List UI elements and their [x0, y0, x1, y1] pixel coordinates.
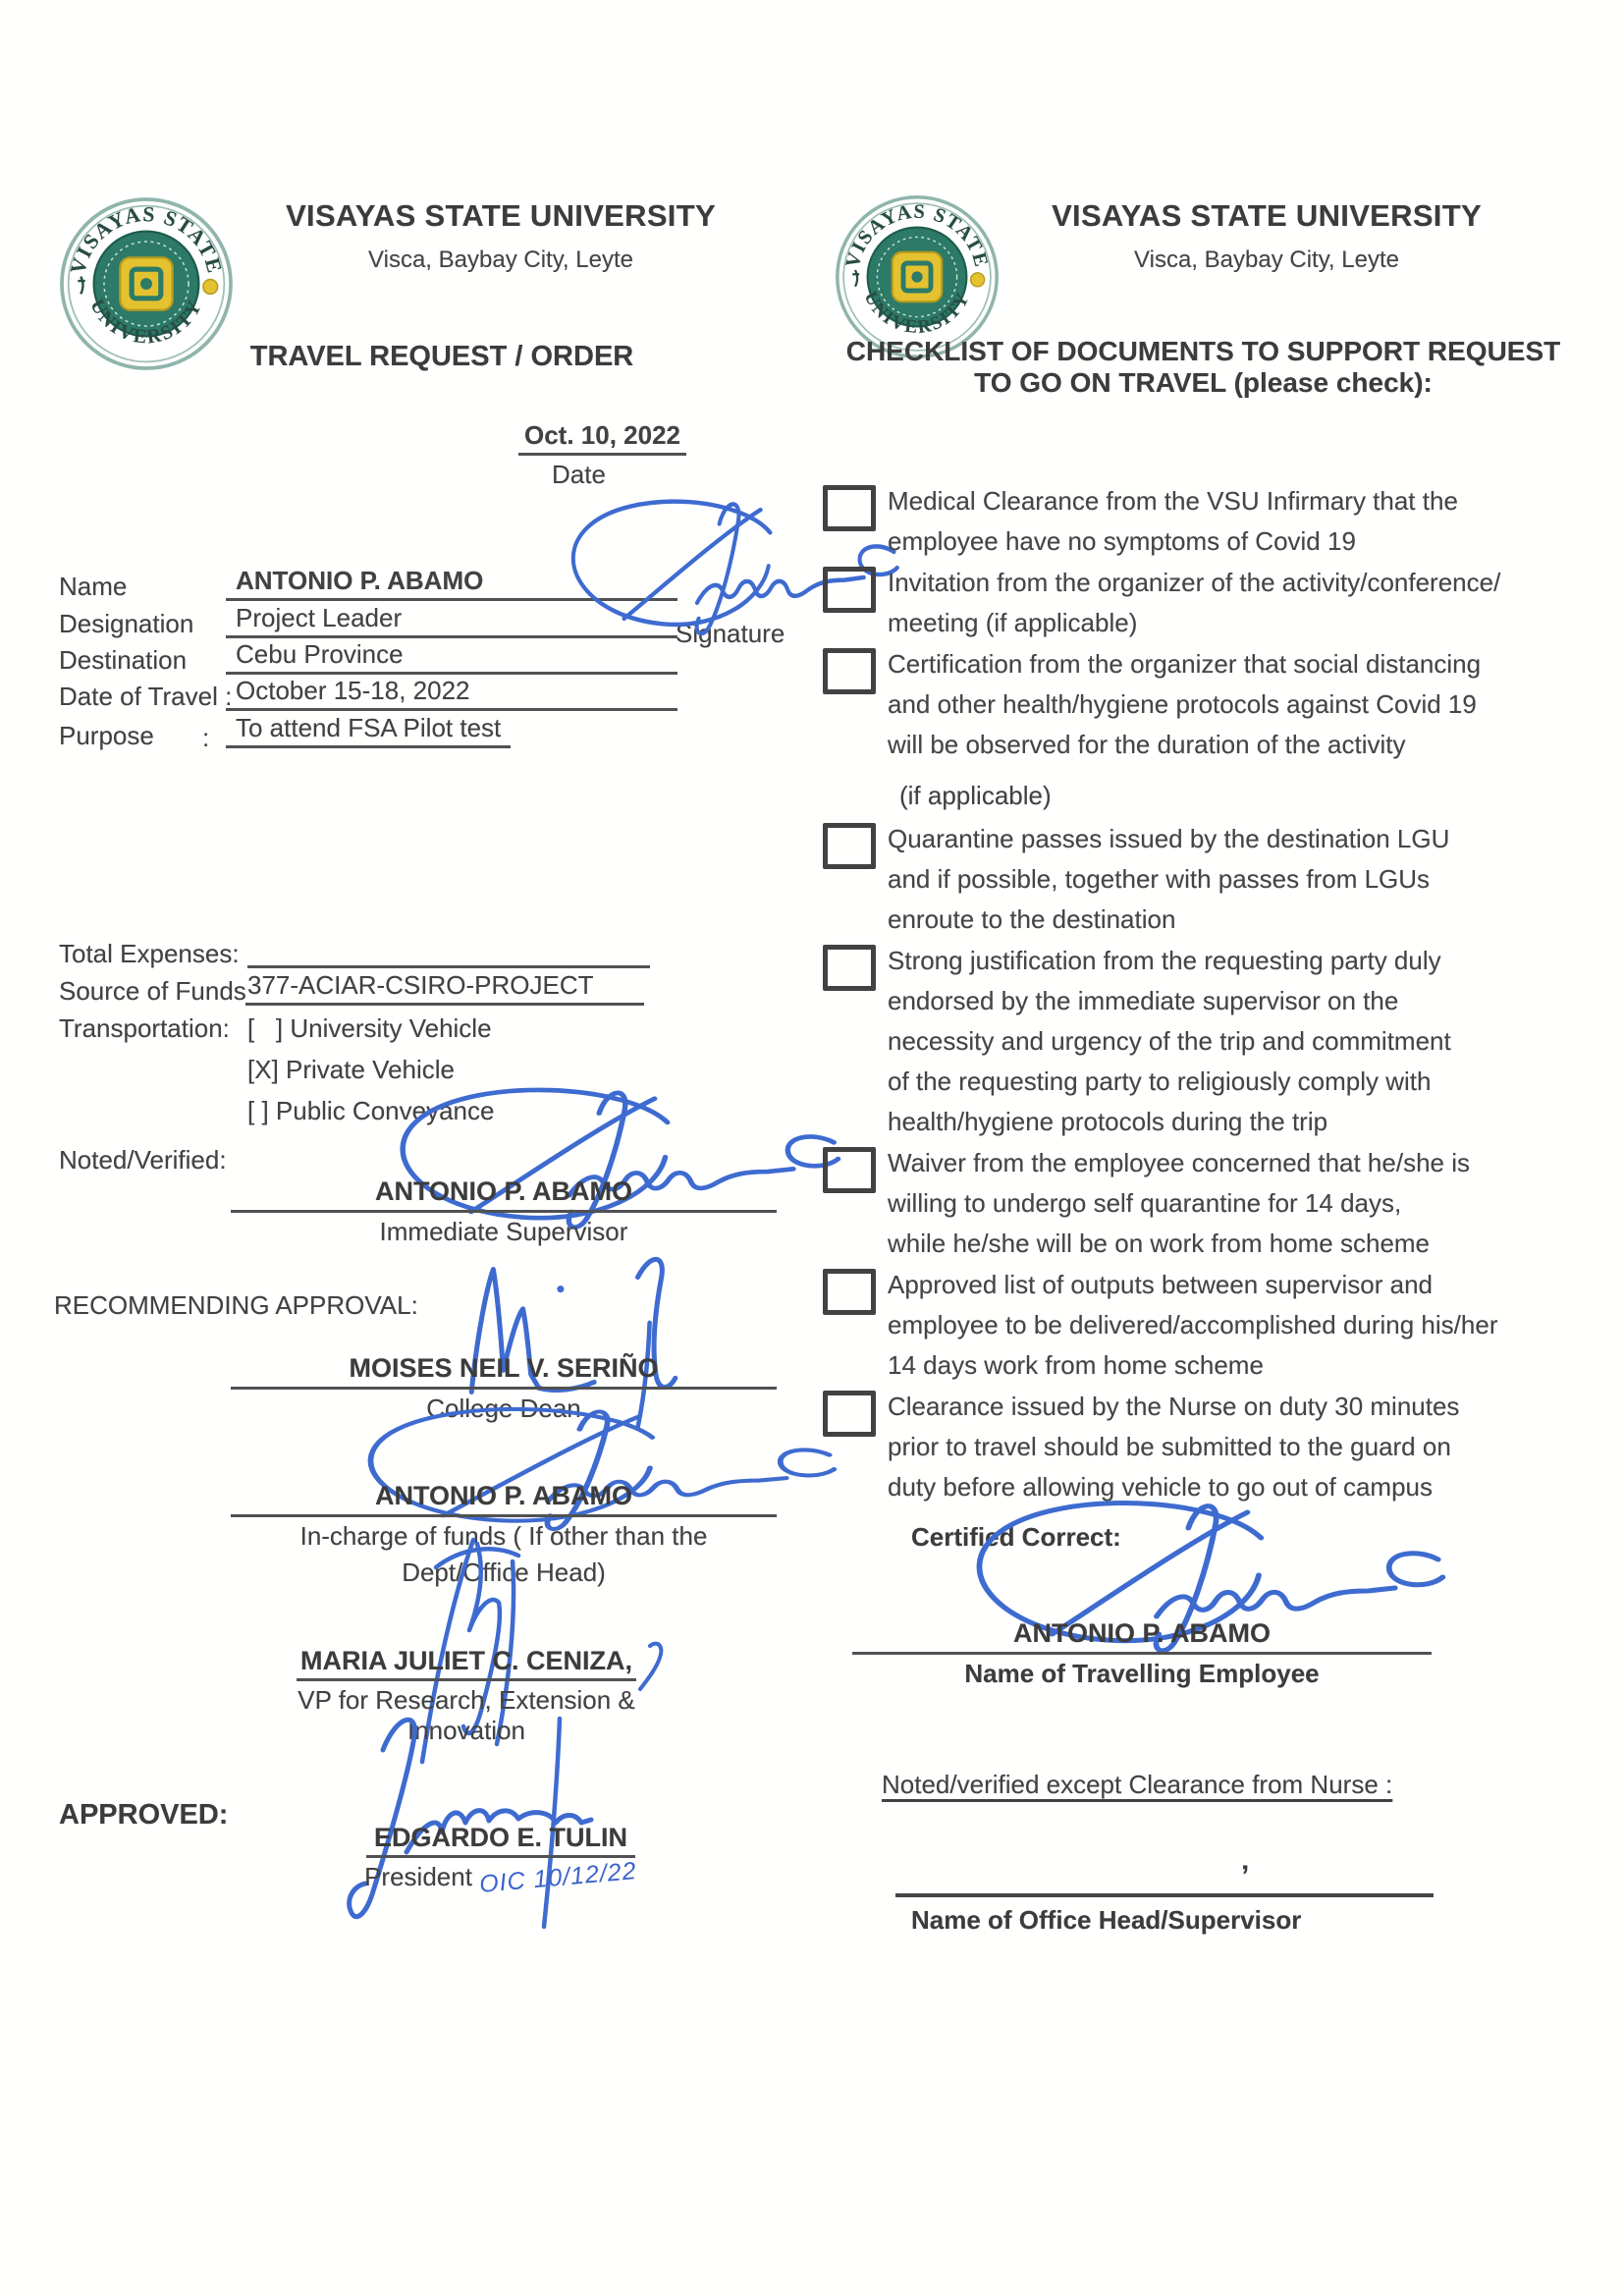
checkbox-icon[interactable]: [823, 1147, 876, 1193]
transportation-label: Transportation:: [59, 1013, 230, 1043]
supervisor-name: ANTONIO P. ABAMO: [231, 1176, 777, 1213]
dean-title: College Dean: [426, 1394, 581, 1423]
travelling-employee-caption: Name of Travelling Employee: [964, 1659, 1320, 1688]
recommending-approval-label: RECOMMENDING APPROVAL:: [54, 1290, 418, 1320]
office-head-caption: Name of Office Head/Supervisor: [911, 1905, 1302, 1935]
checklist-item: [823, 1143, 1520, 1264]
checkbox-icon[interactable]: [823, 1269, 876, 1315]
checklist-item: [823, 941, 1520, 1142]
transportation-option-university[interactable]: [ ] University Vehicle: [247, 1013, 492, 1043]
supervisor-title: Immediate Supervisor: [379, 1217, 628, 1246]
checkbox-icon[interactable]: [823, 1391, 876, 1437]
checklist-item: [823, 1387, 1520, 1507]
checklist-title-line1: CHECKLIST OF DOCUMENTS TO SUPPORT REQUEST: [845, 336, 1561, 366]
field-label-destination: Destination: [59, 645, 188, 675]
source-of-funds-value: 377-ACIAR-CSIRO-PROJECT: [245, 970, 644, 1006]
president-title: President: [364, 1862, 472, 1891]
noted-verified-label: Noted/Verified:: [59, 1145, 227, 1175]
field-purpose-colon: :: [202, 723, 210, 752]
form-title: TRAVEL REQUEST / ORDER: [249, 341, 634, 372]
total-expenses-label: Total Expenses:: [59, 939, 240, 968]
checkbox-icon[interactable]: [823, 823, 876, 869]
checklist-item: [823, 819, 1520, 940]
checklist-item-text: Quarantine passes issued by the destination LGU and if possible, together with passes from LGUs enroute to the destination: [888, 824, 1450, 934]
checkbox-icon[interactable]: [823, 945, 876, 991]
field-value-designation: Project Leader: [226, 603, 677, 638]
field-value-name: ANTONIO P. ABAMO: [226, 566, 677, 601]
field-label-travel-date: Date of Travel :: [59, 682, 233, 711]
checklist-items: [823, 481, 1520, 1508]
field-label-name: Name: [59, 572, 128, 601]
checklist-item: [823, 481, 1520, 562]
left-university-address: Visca, Baybay City, Leyte: [368, 246, 633, 273]
right-university-address: Visca, Baybay City, Leyte: [1134, 246, 1399, 273]
field-value-purpose: To attend FSA Pilot test: [226, 713, 511, 748]
field-value-destination: Cebu Province: [226, 639, 677, 675]
certified-correct-label: Certified Correct:: [911, 1522, 1121, 1552]
dean-name: MOISES NEIL V. SERIÑO: [231, 1353, 777, 1390]
signature-caption: Signature: [676, 619, 785, 648]
president-name: EDGARDO E. TULIN: [366, 1823, 635, 1858]
checklist-item-text: Clearance issued by the Nurse on duty 30 minutes prior to travel should be submitted to the guard on duty before allowing vehicle to go out of campus: [888, 1392, 1460, 1502]
vp-name: MARIA JULIET C. CENIZA,: [297, 1646, 636, 1681]
president-title-row: [295, 1857, 707, 1898]
travelling-employee-block: [852, 1618, 1432, 1689]
approved-label: APPROVED:: [59, 1799, 229, 1831]
source-of-funds-label: Source of Funds: [59, 976, 246, 1006]
checklist-item: [823, 1265, 1520, 1386]
field-label-designation: Designation: [59, 609, 194, 638]
vsu-seal-right: [835, 194, 1000, 359]
president-signature-ink: [312, 1703, 626, 1931]
president-signatory-block: [295, 1823, 707, 1898]
checklist-item: [823, 563, 1520, 643]
checkbox-icon[interactable]: [823, 485, 876, 531]
funds-title-line1: In-charge of funds ( If other than the: [299, 1521, 708, 1551]
checklist-item: [823, 644, 1520, 765]
checklist-title-line2: TO GO ON TRAVEL (please check):: [974, 367, 1433, 398]
vp-title: VP for Research, Extension & Innovation: [298, 1685, 635, 1745]
checklist-item-text: Approved list of outputs between supervisor and employee to be delivered/accomplished during his/her 14 days work from home scheme: [888, 1270, 1498, 1380]
travelling-employee-name: ANTONIO P. ABAMO: [852, 1618, 1432, 1655]
president-hand-note: OIC 10/12/22: [478, 1857, 638, 1898]
office-head-signature-line: [895, 1893, 1434, 1897]
form-date-value: Oct. 10, 2022: [518, 420, 686, 456]
transportation-option-public[interactable]: [ ] Public Conveyance: [247, 1096, 495, 1125]
checkbox-icon[interactable]: [823, 648, 876, 694]
checklist-item-text: Invitation from the organizer of the activity/conference/ meeting (if applicable): [888, 568, 1501, 637]
right-university-name: VISAYAS STATE UNIVERSITY: [1052, 198, 1482, 233]
checklist-title: [823, 336, 1584, 399]
checklist-item-text: Medical Clearance from the VSU Infirmary that the employee have no symptoms of Covid 19: [888, 486, 1458, 556]
checklist-item-text: Strong justification from the requesting party duly endorsed by the immediate supervisor on the necessity and urgency of the trip and commitment of the requesting party to religiously comply with health/hygiene protocols during the trip: [888, 946, 1451, 1136]
total-expenses-blank: [247, 933, 650, 968]
funds-name: ANTONIO P. ABAMO: [231, 1481, 777, 1517]
checklist-note: (if applicable): [899, 781, 1052, 810]
checkbox-icon[interactable]: [823, 567, 876, 613]
checklist-item-text: Waiver from the employee concerned that he/she is willing to undergo self quarantine for 14 days, while he/she will be on work from home scheme: [888, 1148, 1470, 1258]
field-label-purpose: Purpose: [59, 721, 154, 750]
funds-title-line2: Dept/Office Head): [402, 1558, 606, 1587]
form-date-label: Date: [552, 460, 606, 489]
stray-apostrophe-mark: ’: [1241, 1860, 1250, 1892]
transportation-option-private[interactable]: [X] Private Vehicle: [247, 1055, 455, 1084]
field-value-travel-date: October 15-18, 2022: [226, 676, 677, 711]
left-university-name: VISAYAS STATE UNIVERSITY: [286, 198, 716, 233]
noted-except-label: Noted/verified except Clearance from Nurse :: [882, 1770, 1393, 1799]
checklist-item-text: Certification from the organizer that social distancing and other health/hygiene protocols against Covid 19 will be observed for the duration of the activity: [888, 649, 1482, 759]
